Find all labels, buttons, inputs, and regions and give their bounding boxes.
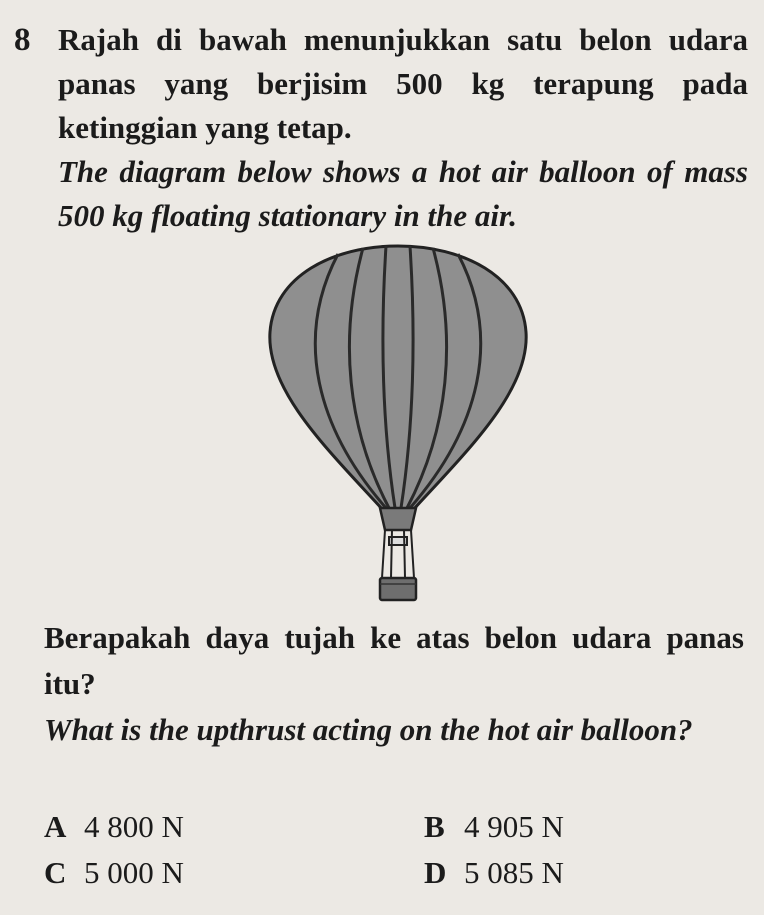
option-a-text: 4 800 N: [84, 809, 184, 844]
option-c[interactable]: [44, 850, 184, 896]
option-c-text: 5 000 N: [84, 855, 184, 890]
balloon-figure: [258, 240, 538, 610]
balloon-skirt: [380, 508, 416, 530]
question-number: 8: [14, 22, 31, 58]
option-b-letter: B: [424, 809, 445, 844]
question-ask-english: What is the upthrust acting on the hot air balloon?: [44, 712, 693, 747]
option-d-letter: D: [424, 855, 447, 890]
option-a-letter: A: [44, 809, 67, 844]
option-b-text: 4 905 N: [464, 809, 564, 844]
option-d[interactable]: [424, 850, 564, 896]
hot-air-balloon-icon: [258, 240, 538, 610]
option-c-letter: C: [44, 855, 67, 890]
question-stem-english: The diagram below shows a hot air balloon of mass 500 kg floating stationary in the air.: [58, 154, 748, 233]
question-ask-malay: Berapakah daya tujah ke atas belon udara panas itu?: [44, 620, 744, 701]
balloon-envelope: [270, 246, 526, 510]
question-stem-malay: Rajah di bawah menunjukkan satu belon udara panas yang berjisim 500 kg terapung pada ketinggian yang tetap.: [58, 22, 748, 145]
option-a[interactable]: [44, 804, 184, 850]
option-d-text: 5 085 N: [464, 855, 564, 890]
option-b[interactable]: [424, 804, 564, 850]
balloon-basket: [380, 578, 416, 600]
